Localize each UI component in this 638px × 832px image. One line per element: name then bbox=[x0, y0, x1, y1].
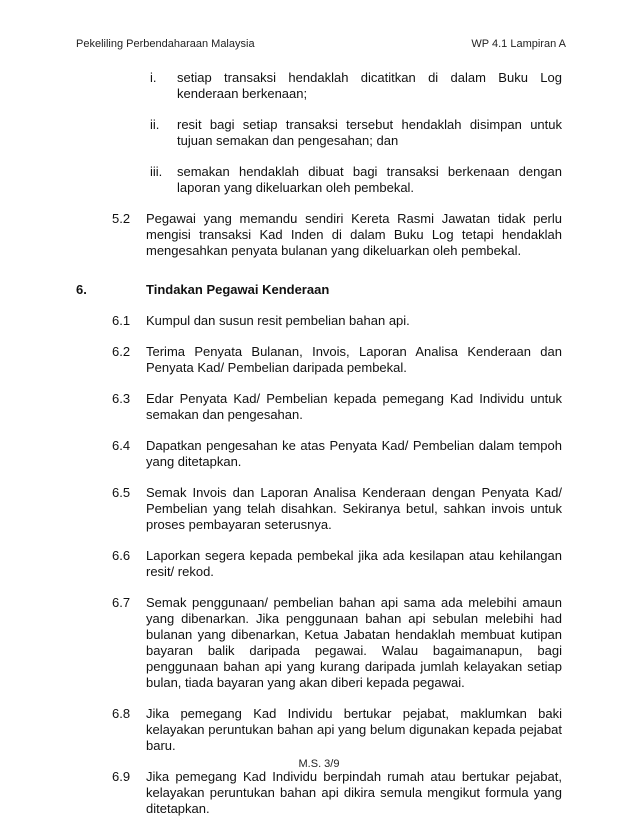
item-6-6 bbox=[112, 548, 562, 580]
item-number: 6.9 bbox=[112, 769, 131, 784]
subitem-ii bbox=[150, 117, 562, 149]
item-6-5 bbox=[112, 485, 562, 533]
item-text: Jika pemegang Kad Individu bertukar pejabat, maklumkan baki kelayakan peruntukan bahan api yang belum digunakan kepada pejabat baru. bbox=[146, 706, 562, 753]
subitem-text: resit bagi setiap transaksi tersebut hendaklah disimpan untuk tujuan semakan dan pengesahan; dan bbox=[177, 117, 562, 148]
item-number: 6.2 bbox=[112, 344, 131, 359]
item-number: 6.1 bbox=[112, 313, 131, 328]
section-number: 6. bbox=[76, 282, 87, 297]
item-6-1 bbox=[112, 313, 562, 329]
subitem-iii bbox=[150, 164, 562, 196]
item-number: 6.4 bbox=[112, 438, 131, 453]
section-heading bbox=[76, 282, 562, 298]
item-number: 6.7 bbox=[112, 595, 131, 610]
item-text: Kumpul dan susun resit pembelian bahan api. bbox=[146, 313, 410, 328]
subitem-i bbox=[150, 70, 562, 102]
item-6-9 bbox=[112, 769, 562, 817]
item-text: Laporkan segera kepada pembekal jika ada kesilapan atau kehilangan resit/ rekod. bbox=[146, 548, 562, 579]
header-right: WP 4.1 Lampiran A bbox=[471, 38, 566, 50]
subitem-text: semakan hendaklah dibuat bagi transaksi berkenaan dengan laporan yang dikeluarkan oleh pembekal. bbox=[177, 164, 562, 195]
document-body bbox=[0, 70, 638, 832]
subitem-number: i. bbox=[150, 70, 157, 85]
header-left: Pekeliling Perbendaharaan Malaysia bbox=[76, 38, 255, 50]
section-title: Tindakan Pegawai Kenderaan bbox=[146, 282, 330, 297]
item-text: Semak Invois dan Laporan Analisa Kenderaan dengan Penyata Kad/ Pembelian yang telah disahkan. Sekiranya betul, sahkan invois untuk proses pembayaran seterusnya. bbox=[146, 485, 562, 532]
item-6-8 bbox=[112, 706, 562, 754]
item-text: Terima Penyata Bulanan, Invois, Laporan Analisa Kenderaan dan Penyata Kad/ Pembelian daripada pembekal. bbox=[146, 344, 562, 375]
item-text: Jika pemegang Kad Individu berpindah rumah atau bertukar pejabat, kelayakan peruntukan bahan api dikira semula mengikut formula yang ditetapkan. bbox=[146, 769, 562, 816]
item-number: 6.3 bbox=[112, 391, 131, 406]
page-number: M.S. 3/9 bbox=[298, 758, 340, 770]
subitem-text: setiap transaksi hendaklah dicatitkan di dalam Buku Log kenderaan berkenaan; bbox=[177, 70, 562, 101]
item-6-4 bbox=[112, 438, 562, 470]
item-number: 6.5 bbox=[112, 485, 131, 500]
subitem-number: iii. bbox=[150, 164, 163, 179]
item-text: Dapatkan pengesahan ke atas Penyata Kad/ Pembelian dalam tempoh yang ditetapkan. bbox=[146, 438, 562, 469]
subitem-number: ii. bbox=[150, 117, 160, 132]
item-number: 6.8 bbox=[112, 706, 131, 721]
paragraph-number: 5.2 bbox=[112, 211, 131, 226]
paragraph-text: Pegawai yang memandu sendiri Kereta Rasmi Jawatan tidak perlu mengisi transaksi Kad Inden di dalam Buku Log tetapi hendaklah mengesahkan penyata bulanan yang dikeluarkan oleh pembekal. bbox=[146, 211, 562, 258]
item-6-3 bbox=[112, 391, 562, 423]
paragraph-5-2 bbox=[112, 211, 562, 259]
item-text: Edar Penyata Kad/ Pembelian kepada pemegang Kad Individu untuk semakan dan pengesahan. bbox=[146, 391, 562, 422]
item-text: Semak penggunaan/ pembelian bahan api sama ada melebihi amaun yang dibenarkan. Jika penggunaan bahan api sebulan melebihi had bulanan yang dibenarkan, Ketua Jabatan hendaklah membuat kutipan bayaran balik daripada pegawai. Walau bagaimanapun, bagi penggunaan bahan api yang kurang daripada jumlah kelayakan setiap bulan, tiada bayaran yang akan diberi kepada pegawai. bbox=[146, 595, 562, 690]
item-6-2 bbox=[112, 344, 562, 376]
item-number: 6.6 bbox=[112, 548, 131, 563]
item-6-7 bbox=[112, 595, 562, 691]
